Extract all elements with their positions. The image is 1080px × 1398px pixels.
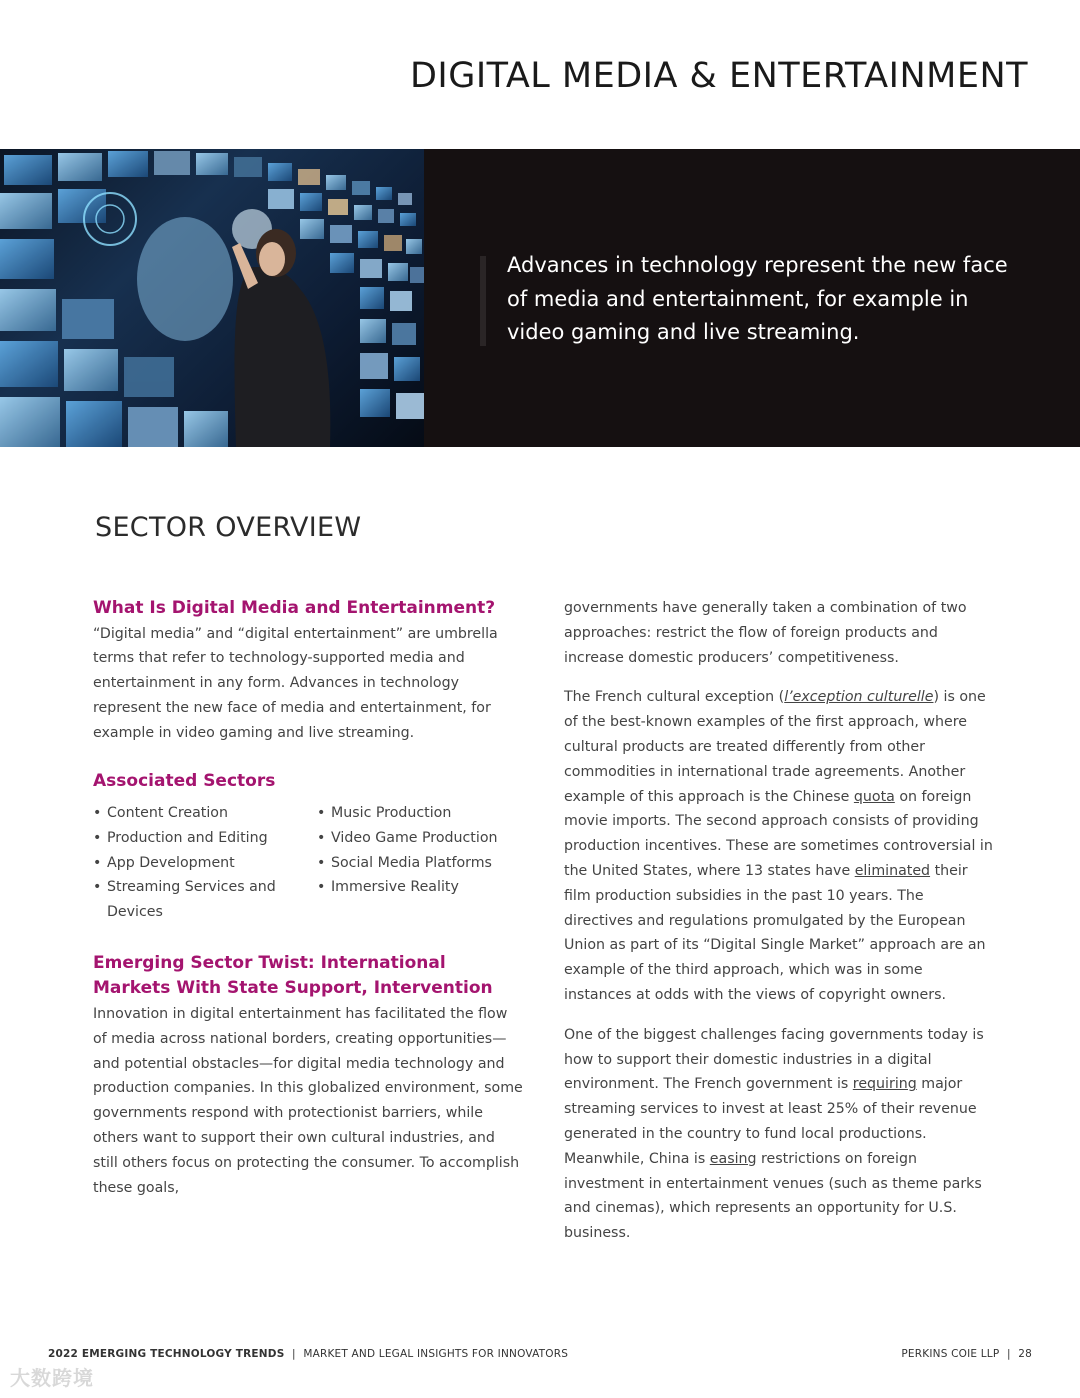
list-item: • Music Production xyxy=(317,801,498,826)
hero-quote-panel xyxy=(424,149,1080,447)
what-is-heading: What Is Digital Media and Entertainment? xyxy=(93,598,496,618)
list-item: • Social Media Platforms xyxy=(317,851,498,876)
hero-banner xyxy=(0,149,1080,447)
link-requiring[interactable]: requiring xyxy=(852,1076,917,1093)
link-eliminated[interactable]: eliminated xyxy=(854,862,931,879)
page-title: DIGITAL MEDIA & ENTERTAINMENT xyxy=(409,56,1028,96)
sector-twist-body: Innovation in digital entertainment has facilitated the flow of media across national borders, creating opportunities—and potential obstacles—for digital media technology and production companies. In this globalized environment, some governments respond with protectionist barriers, while others want to support their own cultural industries, and still others focus on protecting the consumer. To accomplish these goals, xyxy=(93,1005,523,1196)
associated-sectors-heading: Associated Sectors xyxy=(93,771,276,792)
link-easing[interactable]: easing xyxy=(709,1150,757,1167)
section-heading: SECTOR OVERVIEW xyxy=(95,512,362,543)
video-wall-illustration xyxy=(0,149,424,447)
paragraph-french-exception: The French cultural exception (l’exception culturelle) is one of the best-known examples of the first approach, where cultural products are treated differently from other commodities in international trade agreements. Another example of this approach is the Chinese quota on foreign movie imports. The second approach consists of providing production incentives. These are sometimes controversial in the United States, where 13 states have eliminated their film production subsidies in the past 10 years. The directives and regulations promulgated by the European Union as part of its “Digital Single Market” approach are an example of the third approach, which was in some instances at odds with the views of copyright owners. xyxy=(564,689,993,1003)
list-item: • Video Game Production xyxy=(317,826,498,851)
paragraph-approaches: governments have generally taken a combination of two approaches: restrict the flow of foreign products and increase domestic producers’ competitiveness. xyxy=(564,600,967,666)
footer-report-title: 2022 EMERGING TECHNOLOGY TRENDS xyxy=(48,1348,285,1360)
page-footer xyxy=(48,1348,1032,1360)
footer-separator: | xyxy=(292,1348,296,1360)
footer-firm: PERKINS COIE LLP xyxy=(901,1348,1000,1360)
link-quota[interactable]: quota xyxy=(853,788,895,805)
hero-photo xyxy=(0,149,424,447)
watermark: 大数跨境 xyxy=(10,1366,94,1390)
link-exception-culturelle[interactable]: l’exception culturelle xyxy=(784,689,934,706)
what-is-body: “Digital media” and “digital entertainment” are umbrella terms that refer to technology-supported media and entertainment in any form. Advances in technology represent the new face of media and entertainment, for example in video gaming and live streaming. xyxy=(93,625,498,741)
footer-separator: | xyxy=(1006,1348,1011,1360)
left-column xyxy=(93,596,523,1200)
hero-quote: Advances in technology represent the new face of media and entertainment, for example in video gaming and live streaming. xyxy=(507,253,1008,344)
list-item: • Immersive Reality xyxy=(317,875,498,900)
paragraph-challenges: One of the biggest challenges facing governments today is how to support their domestic industries in a digital environment. The French government is requiring major streaming services to invest at least 25% of their revenue generated in the country to fund local productions. Meanwhile, China is easing restrictions on foreign investment in entertainment venues (such as theme parks and cinemas), which represents an opportunity for U.S. business. xyxy=(564,1026,984,1242)
list-item: • Production and Editing xyxy=(93,826,317,851)
quote-accent-bar xyxy=(480,256,486,346)
list-item: • Streaming Services and Devices xyxy=(93,875,317,925)
sectors-column-2 xyxy=(317,801,498,925)
associated-sectors-list xyxy=(93,801,523,925)
sector-twist-heading: Emerging Sector Twist: International Markets With State Support, Intervention xyxy=(93,952,493,999)
right-column xyxy=(564,596,994,1246)
list-item: • App Development xyxy=(93,851,317,876)
sectors-column-1 xyxy=(93,801,317,925)
list-item: • Content Creation xyxy=(93,801,317,826)
footer-right xyxy=(901,1348,1032,1360)
footer-subtitle: MARKET AND LEGAL INSIGHTS FOR INNOVATORS xyxy=(303,1348,569,1360)
page-number: 28 xyxy=(1018,1348,1032,1360)
